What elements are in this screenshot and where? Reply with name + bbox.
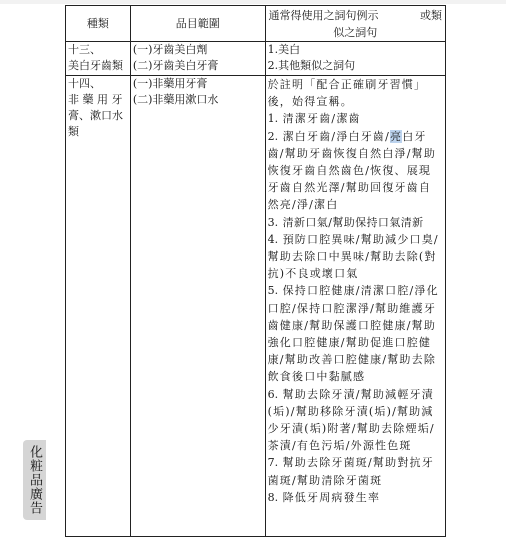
header-category: 種類 bbox=[66, 6, 131, 42]
scope-line: (一)牙齒美白劑 bbox=[132, 43, 208, 56]
header-phrases-line1: 通常得使用之詞句例示 bbox=[268, 8, 379, 22]
item-text-part: 白牙齒/幫助牙齒恢復自然白淨/幫助恢復牙齒自然齒色/恢復、展現牙齒自然光澤/幫助回復牙齒自然亮/淨/潔白 bbox=[267, 129, 437, 212]
item-text: 預防口腔異味/幫助減少口臭/幫助去除口中異味/幫助去除(對抗)不良或壞口氣 bbox=[267, 232, 439, 281]
phrase-table bbox=[65, 5, 446, 537]
item-number: 5. bbox=[267, 284, 279, 298]
item-text: 保持口腔健康/清潔口腔/淨化口腔/保持口腔潔淨/幫助維護牙齒健康/幫助保護口腔健康/幫助強化口腔健康/幫助促進口腔健康/幫助改善口腔健康/幫助去除飲食後口中黏膩感 bbox=[267, 284, 439, 384]
phrases-cell bbox=[265, 42, 445, 76]
item-number: 2. bbox=[267, 129, 279, 143]
category-line: 膏、漱口水 bbox=[68, 109, 123, 122]
phrase-intro: 於註明「配合正確刷牙習慣」後，始得宣稱。 bbox=[267, 78, 427, 109]
side-tab-cosmetics-advertising[interactable]: 化粧品廣告 bbox=[23, 440, 46, 520]
category-line: 非 藥 用 牙 bbox=[68, 93, 123, 106]
header-row bbox=[66, 6, 446, 42]
phrases-cell bbox=[265, 76, 445, 537]
item-text: 清新口氣/幫助保持口氣清新 bbox=[282, 215, 424, 229]
list-item bbox=[268, 282, 443, 385]
list-item bbox=[268, 110, 443, 127]
scope-line: (二)非藥用漱口水 bbox=[132, 93, 219, 106]
category-line: 美白牙齒類 bbox=[68, 59, 123, 72]
header-scope: 品目範圍 bbox=[130, 6, 265, 42]
phrase-line: 2.其他類似之詞句 bbox=[267, 59, 356, 72]
item-text-part: 潔白牙齒/淨白牙齒/ bbox=[282, 129, 391, 143]
phrase-line: 1.美白 bbox=[267, 43, 301, 56]
item-text bbox=[268, 130, 436, 212]
scope-cell bbox=[130, 76, 265, 537]
list-item bbox=[268, 214, 443, 231]
highlighted-text[interactable]: 亮 bbox=[390, 129, 403, 143]
item-text: 幫助去除牙菌斑/幫助對抗牙菌斑/幫助清除牙菌斑 bbox=[267, 456, 434, 487]
item-number: 4. bbox=[267, 232, 279, 246]
category-line: 十四、 bbox=[68, 77, 101, 90]
header-phrases bbox=[265, 6, 445, 42]
item-text: 清潔牙齒/潔齒 bbox=[282, 112, 361, 126]
list-item bbox=[268, 231, 443, 283]
scope-line: (一)非藥用牙膏 bbox=[132, 77, 208, 90]
scope-line: (二)牙齒美白牙膏 bbox=[132, 59, 219, 72]
list-item bbox=[268, 454, 443, 488]
item-number: 1. bbox=[267, 112, 279, 126]
item-number: 3. bbox=[267, 215, 279, 229]
item-text: 降低牙周病發生率 bbox=[282, 490, 381, 504]
item-number: 8. bbox=[267, 490, 279, 504]
list-item bbox=[268, 128, 443, 214]
item-number: 7. bbox=[267, 456, 279, 470]
header-phrases-line2: 或類似之詞句 bbox=[333, 8, 443, 39]
page-top-edge bbox=[0, 0, 506, 4]
item-number: 6. bbox=[267, 387, 279, 401]
table-row bbox=[66, 76, 446, 537]
list-item bbox=[268, 386, 443, 455]
item-text: 幫助去除牙漬/幫助減輕牙漬(垢)/幫助移除牙漬(垢)/幫助減少牙漬(垢)附著/幫助去除煙垢/茶漬/有色污垢/外源性色斑 bbox=[267, 387, 435, 453]
table-row bbox=[66, 42, 446, 76]
category-cell bbox=[66, 76, 131, 537]
category-line: 類 bbox=[68, 125, 79, 138]
scope-cell bbox=[130, 42, 265, 76]
category-line: 十三、 bbox=[68, 43, 101, 56]
list-item bbox=[268, 489, 443, 506]
category-cell bbox=[66, 42, 131, 76]
